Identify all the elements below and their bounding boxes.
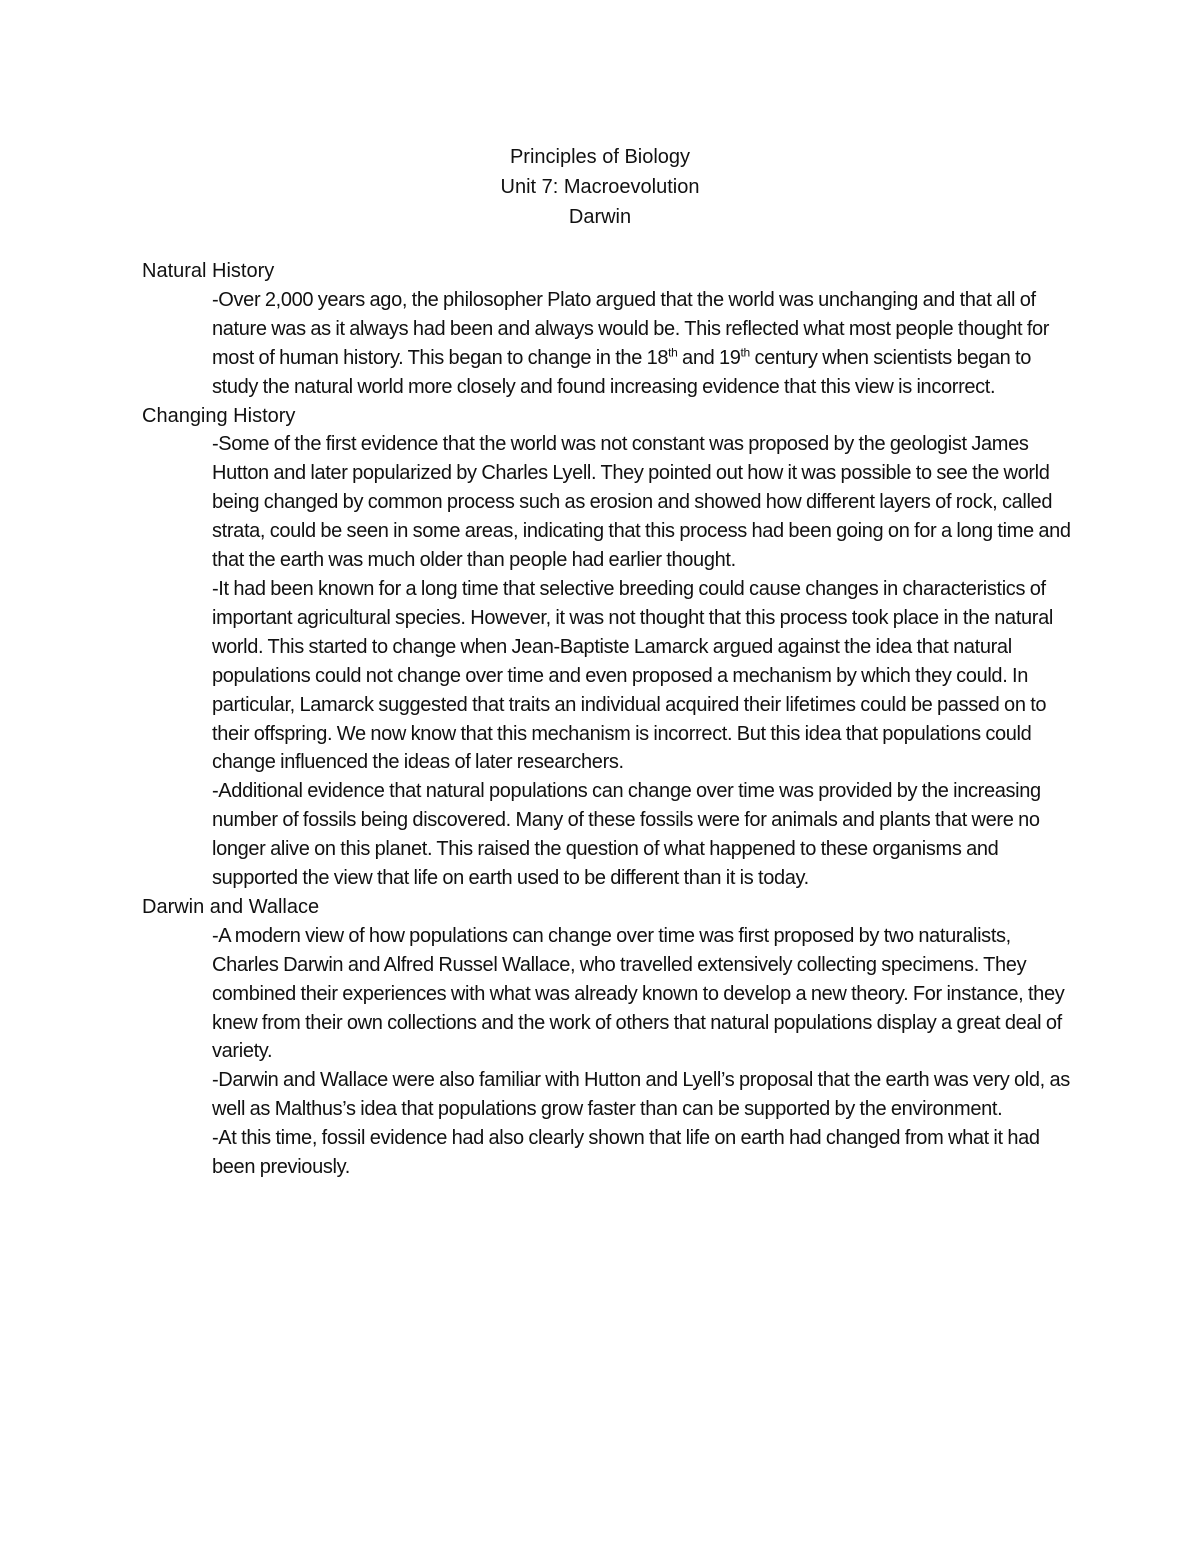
section-heading: Natural History <box>142 260 275 282</box>
paragraph: -A modern view of how populations can change over time was first proposed by two naturalists, Charles Darwin and Alfred Russel Wallace, who travelled extensively collecting specimens. They combined their experiences with what was already known to develop a new theory. For instance, they knew from their own collections and the work of others that natural populations display a great deal of variety. <box>212 924 1065 1063</box>
topic-title: Darwin <box>568 206 632 228</box>
paragraph: -It had been known for a long time that selective breeding could cause changes in characteristics of important agricultural species. However, it was not thought that this process took place in the natural world. This started to change when Jean-Baptiste Lamarck argued against the idea that natural populations could not change over time and even proposed a mechanism by which they could. In particular, Lamarck suggested that traits an individual acquired their lifetimes could be passed on to their offspring. We now know that this mechanism is incorrect. But this idea that populations could change influenced the ideas of later researchers. <box>212 577 1053 774</box>
paragraph-text: century when scientists began to study the natural world more closely and found increasing evidence that this view is incorrect. <box>212 346 1032 398</box>
document-title-block <box>0 142 1200 232</box>
course-title: Principles of Biology <box>509 146 691 168</box>
superscript: th <box>668 345 678 360</box>
paragraph: -Additional evidence that natural populations can change over time was provided by the increasing number of fossils being discovered. Many of these fossils were for animals and plants that were no longer alive on this planet. This raised the question of what happened to these organisms and supported the view that life on earth used to be different than it is today. <box>212 780 1041 890</box>
unit-title: Unit 7: Macroevolution <box>500 176 700 198</box>
section-changing-history <box>142 402 1072 893</box>
paragraph <box>212 286 1072 402</box>
section-natural-history <box>142 257 1072 402</box>
paragraph: -Darwin and Wallace were also familiar with Hutton and Lyell’s proposal that the earth was very old, as well as Malthus’s idea that populations grow faster than can be supported by the environment. <box>212 1069 1070 1121</box>
section-heading: Darwin and Wallace <box>142 895 320 918</box>
document-body <box>142 257 1072 1182</box>
paragraph: -At this time, fossil evidence had also clearly shown that life on earth had changed from what it had been previously. <box>212 1127 1040 1179</box>
section-darwin-and-wallace <box>142 893 1072 1182</box>
section-heading: Changing History <box>142 404 296 427</box>
paragraph: -Some of the first evidence that the world was not constant was proposed by the geologist James Hutton and later popularized by Charles Lyell. They pointed out how it was possible to see the world being changed by common process such as erosion and showed how different layers of rock, called strata, could be seen in some areas, indicating that this process had been going on for a long time and that the earth was much older than people had earlier thought. <box>212 433 1071 572</box>
superscript: th <box>740 345 750 360</box>
paragraph-text: -Over 2,000 years ago, the philosopher Plato argued that the world was unchanging and that all of nature was as it always had been and always would be. This reflected what most people thought for most of human history. This began to change in the 18 <box>212 288 1050 369</box>
paragraph-text: and 19 <box>677 346 741 369</box>
